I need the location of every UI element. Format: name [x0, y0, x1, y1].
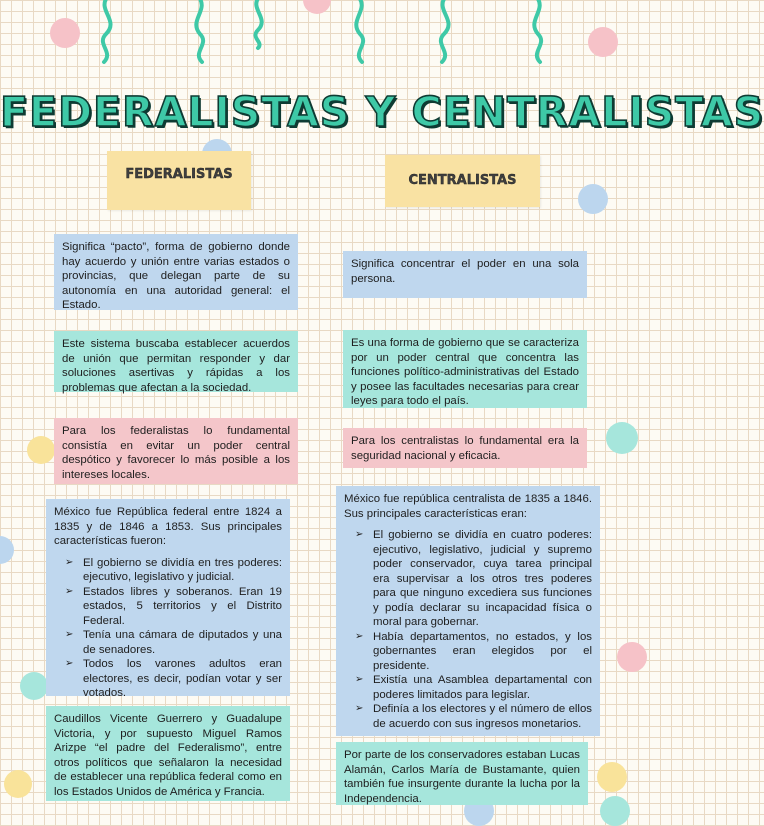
- page-title: FEDERALISTAS Y CENTRALISTAS: [0, 88, 764, 136]
- squiggle-decoration: [344, 0, 374, 66]
- federalistas-caudillos-text: Caudillos Vicente Guerrero y Guadalupe Victoria, y por supuesto Miguel Ramos Arizpe “el padre del Federalismo”, entre otros políticos que señalaron la necesidad de establecer una república federal como en los Estados Unidos de América y Francia.: [54, 713, 282, 798]
- federalistas-mexico-intro: México fue República federal entre 1824 a 1835 y de 1846 a 1853. Sus principales características fueron:: [54, 506, 282, 547]
- centralistas-definition-box: [343, 251, 587, 298]
- decorative-dot: [27, 436, 55, 464]
- decorative-dot: [588, 27, 618, 57]
- federalistas-fundamental-box: [54, 418, 298, 484]
- centralistas-characteristics-list: [344, 528, 592, 731]
- federalistas-characteristics-list: [54, 556, 282, 701]
- decorative-dot: [606, 422, 638, 454]
- centralistas-label: CENTRALISTAS: [385, 155, 540, 207]
- list-item: ➢ Estados libres y soberanos. Eran 19 estados, 5 territorios y el Distrito Federal.: [83, 585, 282, 629]
- squiggle-decoration: [430, 0, 460, 66]
- list-item: ➢ El gobierno se dividía en cuatro poderes: ejecutivo, legislativo, judicial y supremo poder conservador, cuya tarea principal era supervisar a los otros tres poderes para que ninguno excediera sus funciones y podía declarar su incapacidad física o moral para gobernar.: [373, 528, 592, 630]
- decorative-dot: [4, 770, 32, 798]
- list-item: ➢ El gobierno se dividía en tres poderes: ejecutivo, legislativo y judicial.: [83, 556, 282, 585]
- squiggle-decoration: [184, 0, 214, 66]
- list-item: ➢ Existía una Asamblea departamental con poderes limitados para legislar.: [373, 673, 592, 702]
- decorative-dot: [597, 762, 627, 792]
- federalistas-objective-text: Este sistema buscaba establecer acuerdos de unión que permitan responder y dar soluciones asertivas y rápidas a los problemas que afectan a la sociedad.: [62, 338, 290, 394]
- decorative-dot: [20, 672, 48, 700]
- centralistas-conservadores-text: Por parte de los conservadores estaban Lucas Alamán, Carlos María de Bustamante, quien también fue insurgente durante la lucha por la Independencia.: [344, 749, 580, 805]
- squiggle-decoration: [522, 0, 552, 66]
- centralistas-objective-box: [343, 330, 587, 408]
- federalistas-objective-box: [54, 331, 298, 392]
- federalistas-mexico-box: [46, 499, 290, 699]
- federalistas-definition-box: [54, 234, 298, 310]
- centralistas-definition-text: Significa concentrar el poder en una sola persona.: [351, 258, 579, 285]
- list-item: ➢ Había departamentos, no estados, y los gobernantes eran elegidos por el presidente.: [373, 630, 592, 674]
- squiggle-decoration: [92, 0, 122, 66]
- decorative-dot: [50, 18, 80, 48]
- list-item: ➢ Todos los varones adultos eran electores, es decir, podían votar y ser votados.: [83, 657, 282, 701]
- federalistas-caudillos-box: [46, 706, 290, 801]
- centralistas-mexico-box: [336, 486, 600, 736]
- centralistas-fundamental-text: Para los centralistas lo fundamental era la seguridad nacional y eficacia.: [351, 435, 579, 462]
- decorative-dot: [0, 536, 14, 564]
- centralistas-mexico-intro: México fue república centralista de 1835 a 1846. Sus principales características eran:: [344, 493, 592, 520]
- decorative-dot: [303, 0, 331, 14]
- squiggle-decoration: [244, 0, 274, 51]
- federalistas-fundamental-text: Para los federalistas lo fundamental consistía en evitar un poder central despótico y favorecer lo más posible a los intereses locales.: [62, 425, 290, 481]
- list-item: ➢ Tenía una cámara de diputados y una de senadores.: [83, 628, 282, 657]
- list-item: ➢ Definía a los electores y el número de ellos de acuerdo con sus ingresos monetarios.: [373, 702, 592, 731]
- decorative-dot: [617, 642, 647, 672]
- centralistas-fundamental-box: [343, 428, 587, 468]
- decorative-dot: [578, 184, 608, 214]
- federalistas-label: FEDERALISTAS: [107, 151, 251, 210]
- centralistas-conservadores-box: [336, 742, 588, 805]
- decorative-dot: [600, 796, 630, 826]
- federalistas-definition-text: Significa “pacto”, forma de gobierno donde hay acuerdo y unión entre varias estados o provincias, que delegan parte de su autonomía en una autoridad general: el Estado.: [62, 241, 290, 311]
- centralistas-objective-text: Es una forma de gobierno que se caracteriza por un poder central que concentra las funciones político-administrativas del Estado y posee las facultades necesarias para crear leyes para todo el país.: [351, 337, 579, 407]
